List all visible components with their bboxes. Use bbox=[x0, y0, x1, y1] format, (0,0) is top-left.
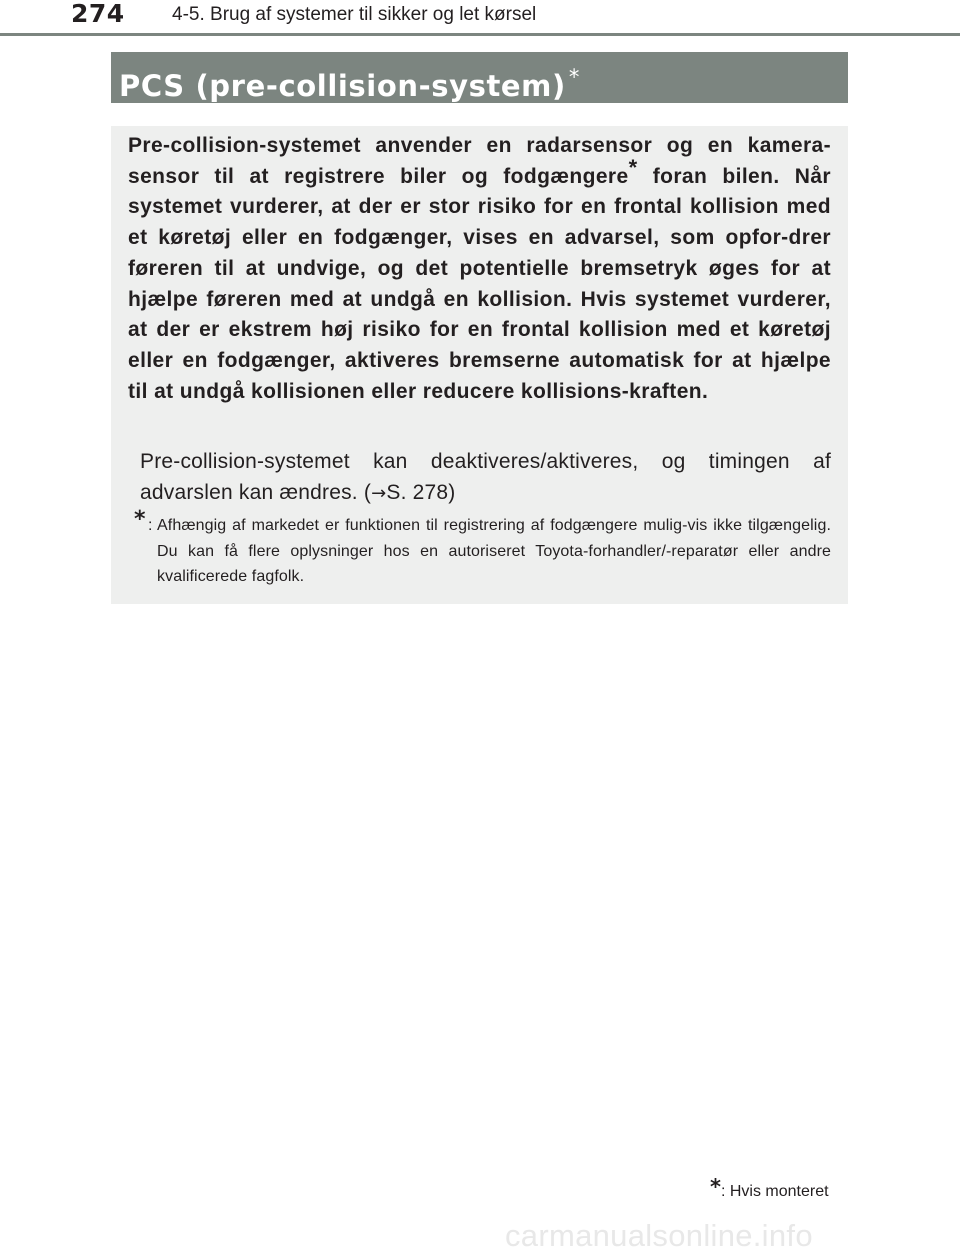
header-divider bbox=[0, 33, 960, 36]
page-header bbox=[0, 0, 960, 40]
lead-paragraph bbox=[128, 131, 831, 407]
section-heading-banner bbox=[111, 52, 848, 103]
fitment-asterisk-icon: * bbox=[568, 65, 580, 89]
section-title-text: PCS (pre-collision-system) bbox=[119, 69, 566, 103]
fitment-note bbox=[710, 1175, 850, 1203]
section-title bbox=[119, 60, 580, 103]
footnote-text: Afhængig af markedet er funktionen til registrering af fodgængere mulig-vis ikke tilgængelig. Du kan få flere oplysninger hos en autoriseret Toyota-forhandler/-reparatør eller andre kvalificerede fagfolk. bbox=[157, 517, 831, 585]
page-reference-link[interactable]: S. 278) bbox=[386, 480, 456, 504]
fitment-note-text: : Hvis monteret bbox=[720, 1183, 829, 1200]
footnote bbox=[134, 507, 831, 590]
settings-note-text: Pre-collision-systemet kan deaktiveres/aktiveres, og timingen af advarslen kan ændres. ( bbox=[140, 450, 831, 504]
lead-text-part2: foran bilen. Når systemet vurderer, at der er stor risiko for en frontal kollision med et køretøj eller en fodgænger, vises en advarsel, som opfor-drer føreren til at undvige, og det potentielle bremsetryk øges for at hjælpe føreren med at undgå en kollision. Hvis systemet vurderer, at der er ekstrem høj risiko for en frontal kollision med et køretøj eller en fodgænger, aktiveres bremserne automatisk for at hjælpe til at undgå kollisionen eller reducere kollisions-kraften. bbox=[128, 164, 831, 403]
fitment-note-asterisk-icon: * bbox=[710, 1175, 721, 1199]
footnote-asterisk-icon: * bbox=[134, 507, 146, 532]
lead-text-part1: Pre-collision-systemet anvender en radarsensor og en kamera-sensor til at registrere biler og fodgængere bbox=[128, 134, 831, 188]
settings-note bbox=[140, 447, 831, 509]
watermark: carmanualsonline.info bbox=[505, 1218, 813, 1253]
page-number: 274 bbox=[71, 0, 125, 28]
footnote-colon: : bbox=[148, 517, 153, 534]
arrow-right-icon: → bbox=[371, 482, 387, 504]
chapter-title: 4-5. Brug af systemer til sikker og let kørsel bbox=[172, 4, 537, 25]
footnote-reference-icon: * bbox=[628, 154, 638, 180]
info-box bbox=[111, 126, 848, 604]
